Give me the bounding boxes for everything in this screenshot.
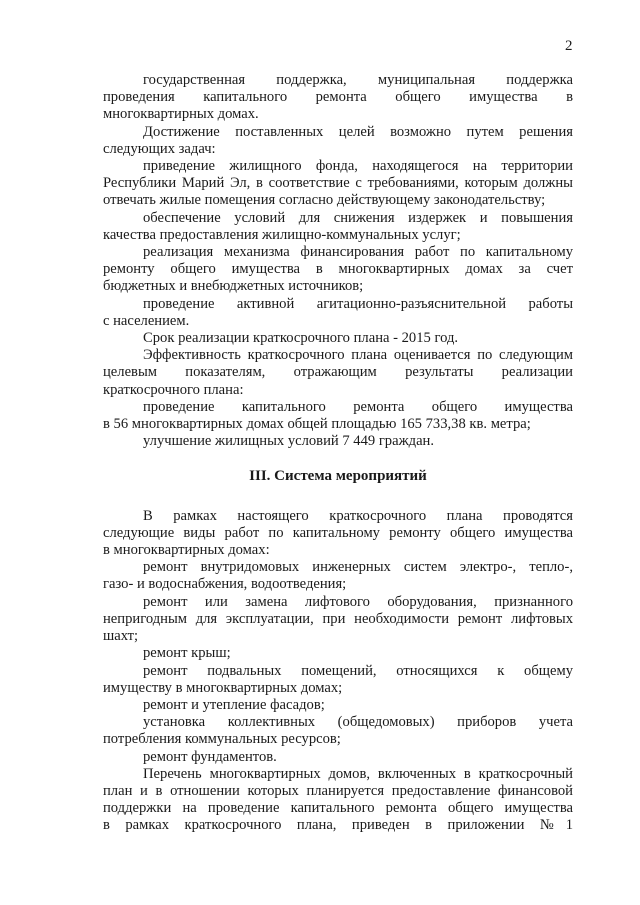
text-line: ремонт и утепление фасадов;: [143, 696, 325, 713]
text-line: шахт;: [103, 628, 139, 645]
text-line: в многоквартирных домах:: [103, 542, 270, 559]
text-line: многоквартирных домах.: [103, 106, 259, 123]
text-line: целевым показателям, отражающим результаты реализации: [103, 364, 573, 381]
text-line: поддержки на проведение капитального ремонта общего имущества: [103, 800, 573, 817]
text-line: улучшение жилищных условий 7 449 граждан.: [143, 433, 435, 450]
text-line: газо- и водоснабжения, водоотведения;: [103, 576, 347, 593]
text-line: проведение капитального ремонта общего имущества: [143, 398, 573, 415]
text-line: ремонт или замена лифтового оборудования, признанного: [143, 593, 573, 610]
text-line: В рамках настоящего краткосрочного плана проводятся: [143, 507, 573, 524]
text-line: Срок реализации краткосрочного плана - 2015 год.: [143, 330, 459, 347]
text-line: ремонт внутридомовых инженерных систем электро-, тепло-,: [143, 559, 573, 576]
text-line: ремонту общего имущества в многоквартирных домах за счет: [103, 261, 573, 278]
text-line: Эффективность краткосрочного плана оценивается по следующим: [143, 347, 573, 364]
text-line: проведения капитального ремонта общего имущества в: [103, 89, 573, 106]
document-body: [103, 72, 573, 835]
text-line: реализация механизма финансирования работ по капитальному: [143, 244, 573, 261]
text-line: имуществу в многоквартирных домах;: [103, 679, 343, 696]
text-line: качества предоставления жилищно-коммунальных услуг;: [103, 226, 461, 243]
text-line: следующих задач:: [103, 140, 216, 157]
text-line: Республики Марий Эл, в соответствие с требованиями, которым должны: [103, 175, 573, 192]
text-line: непригодным для эксплуатации, при необходимости ремонт лифтовых: [103, 610, 573, 627]
text-line: государственная поддержка, муниципальная поддержка: [143, 72, 573, 88]
goals-section: [103, 72, 573, 450]
text-line: приведение жилищного фонда, находящегося на территории: [143, 158, 573, 175]
text-line: Достижение поставленных целей возможно путем решения: [143, 123, 573, 140]
measures-section: [103, 508, 573, 835]
text-line: отвечать жилые помещения согласно действующему законодательству;: [103, 192, 546, 209]
text-line: в 56 многоквартирных домах общей площадью 165 733,38 кв. метра;: [103, 416, 531, 433]
text-line: ремонт фундаментов.: [143, 748, 277, 765]
page-number: 2: [565, 38, 573, 54]
text-line: обеспечение условий для снижения издержек и повышения: [143, 209, 573, 226]
text-line: ремонт подвальных помещений, относящихся к общему: [143, 662, 573, 679]
text-line: следующие виды работ по капитальному ремонту общего имущества: [103, 524, 573, 541]
text-line: в рамках краткосрочного плана, приведен в приложении №1: [103, 817, 573, 834]
text-line: бюджетных и внебюджетных источников;: [103, 278, 364, 295]
text-line: краткосрочного плана:: [103, 381, 244, 398]
text-line: проведение активной агитационно-разъяснительной работы: [143, 295, 573, 312]
text-line: потребления коммунальных ресурсов;: [103, 731, 341, 748]
text-line: план и в отношении которых планируется предоставление финансовой: [103, 782, 573, 799]
text-line: установка коллективных (общедомовых) приборов учета: [143, 714, 573, 731]
text-line: Перечень многоквартирных домов, включенных в краткосрочный: [143, 765, 573, 782]
text-line: ремонт крыш;: [143, 645, 231, 662]
text-line: с населением.: [103, 312, 190, 329]
section-heading: III. Система мероприятий: [249, 468, 427, 485]
